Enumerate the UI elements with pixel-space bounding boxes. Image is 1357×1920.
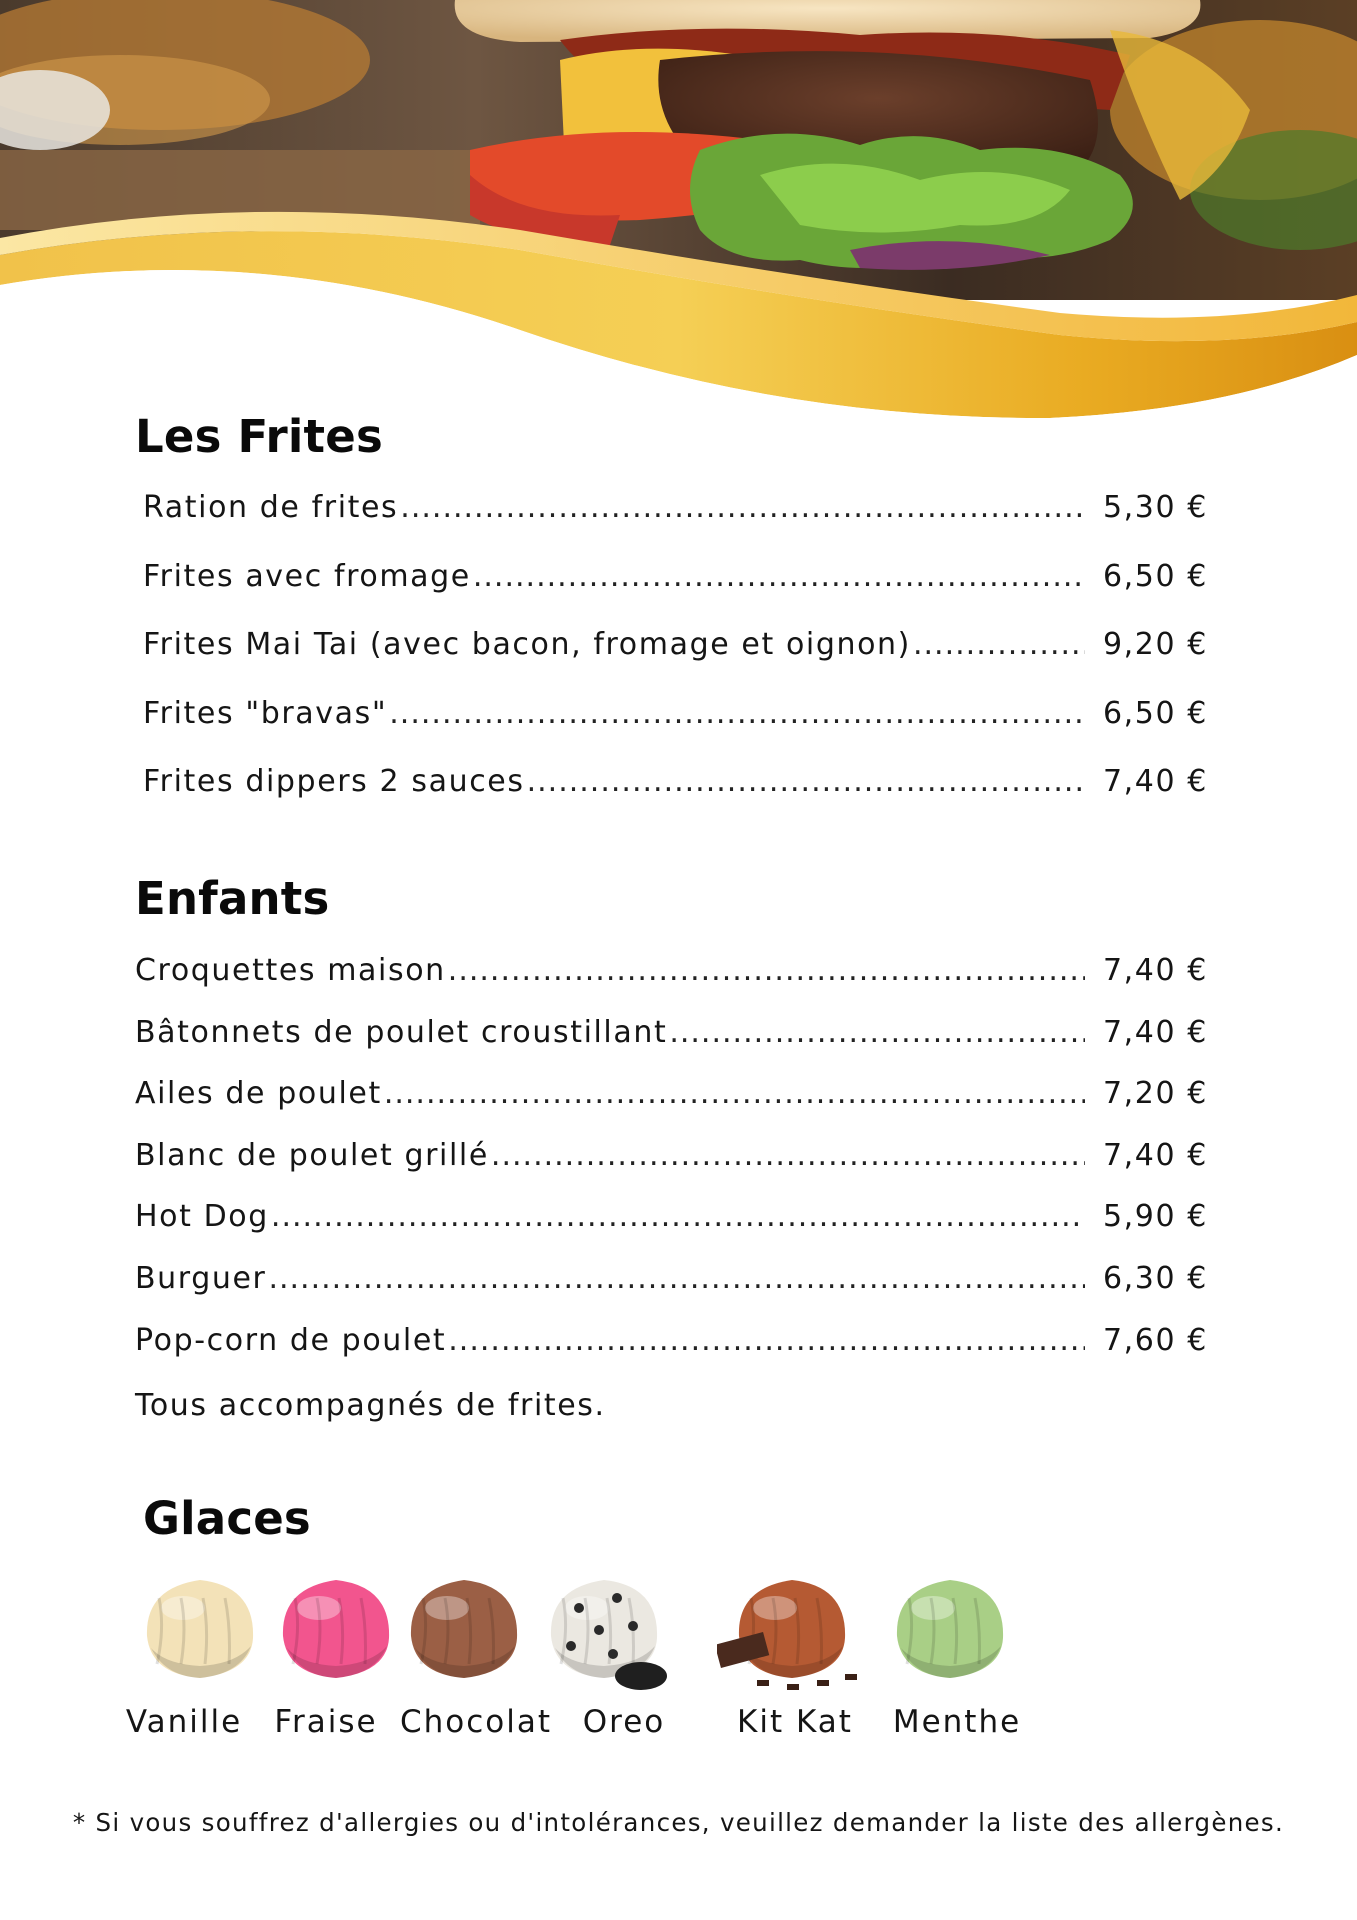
ice-cream-label: Menthe	[892, 1704, 1022, 1740]
frites-menu-row	[143, 490, 1208, 536]
frites-section-title: Les Frites	[135, 410, 383, 463]
menu-item-price: 7,40 €	[1102, 1014, 1208, 1050]
dot-leader	[491, 1138, 1085, 1173]
enfants-note: Tous accompagnés de frites.	[135, 1388, 606, 1423]
allergen-disclaimer: * Si vous souffrez d'allergies ou d'intolérances, veuillez demander la liste des allergènes.	[72, 1808, 1285, 1837]
menu-item-price: 7,60 €	[1102, 1322, 1208, 1358]
menu-item-price: 5,90 €	[1102, 1199, 1208, 1235]
enfants-menu-row	[135, 1138, 1208, 1184]
menu-item-price: 7,40 €	[1102, 1137, 1208, 1173]
ice-cream-label: Vanille	[125, 1704, 243, 1740]
dot-leader	[271, 1199, 1085, 1234]
frites-menu-row	[143, 627, 1208, 673]
ice-cream-label: Chocolat	[399, 1704, 553, 1740]
dot-leader	[527, 764, 1085, 799]
dot-leader	[669, 1015, 1085, 1050]
menu-item-name: Bâtonnets de poulet croustillant	[135, 1014, 668, 1050]
menu-item-name: Croquettes maison	[135, 953, 446, 988]
menu-item-price: 9,20 €	[1102, 627, 1208, 662]
ice-cream-label: Oreo	[582, 1704, 666, 1740]
enfants-menu-row	[135, 1323, 1208, 1369]
glaces-section-title: Glaces	[143, 1492, 311, 1545]
menu-item-price: 7,40 €	[1102, 764, 1208, 799]
menu-item-price: 6,50 €	[1102, 558, 1208, 594]
enfants-section-title: Enfants	[135, 872, 330, 925]
dot-leader	[384, 1076, 1085, 1111]
dot-leader	[448, 953, 1085, 988]
menu-item-name: Frites "bravas"	[143, 695, 388, 731]
menu-item-price: 6,50 €	[1102, 695, 1208, 731]
menu-item-name: Hot Dog	[135, 1199, 269, 1235]
enfants-menu-row	[135, 953, 1208, 999]
menu-item-price: 7,40 €	[1102, 953, 1208, 988]
ice-cream-scoop-vanille	[125, 1568, 275, 1698]
header-burger-photo	[0, 0, 1357, 430]
enfants-menu-row	[135, 1199, 1208, 1245]
ice-cream-scoop-chocolat	[389, 1568, 539, 1698]
dot-leader	[268, 1261, 1085, 1296]
ice-cream-scoop-oreo	[529, 1568, 679, 1698]
dot-leader	[448, 1323, 1085, 1358]
menu-item-price: 7,20 €	[1102, 1076, 1208, 1112]
enfants-menu-row	[135, 1015, 1208, 1061]
menu-item-name: Burguer	[135, 1261, 267, 1296]
menu-item-name: Ailes de poulet	[135, 1076, 382, 1112]
frites-menu-row	[143, 696, 1208, 742]
menu-item-price: 6,30 €	[1102, 1261, 1208, 1296]
ice-cream-scoop-kit-kat	[717, 1568, 867, 1698]
menu-item-price: 5,30 €	[1102, 490, 1208, 525]
dot-leader	[913, 627, 1085, 662]
menu-item-name: Frites dippers 2 sauces	[143, 764, 525, 799]
dot-leader	[473, 559, 1085, 594]
menu-item-name: Ration de frites	[143, 490, 399, 525]
ice-cream-scoop-menthe	[875, 1568, 1025, 1698]
dot-leader	[400, 490, 1085, 525]
ice-cream-label: Fraise	[274, 1704, 378, 1740]
menu-item-name: Frites Mai Tai (avec bacon, fromage et oignon)	[143, 627, 911, 662]
menu-item-name: Blanc de poulet grillé	[135, 1137, 489, 1173]
frites-menu-row	[143, 559, 1208, 605]
frites-menu-row	[143, 764, 1208, 810]
menu-item-name: Frites avec fromage	[143, 558, 471, 594]
enfants-menu-row	[135, 1076, 1208, 1122]
enfants-menu-row	[135, 1261, 1208, 1307]
menu-item-name: Pop-corn de poulet	[135, 1322, 447, 1358]
dot-leader	[389, 696, 1085, 731]
ice-cream-label: Kit Kat	[737, 1704, 853, 1740]
